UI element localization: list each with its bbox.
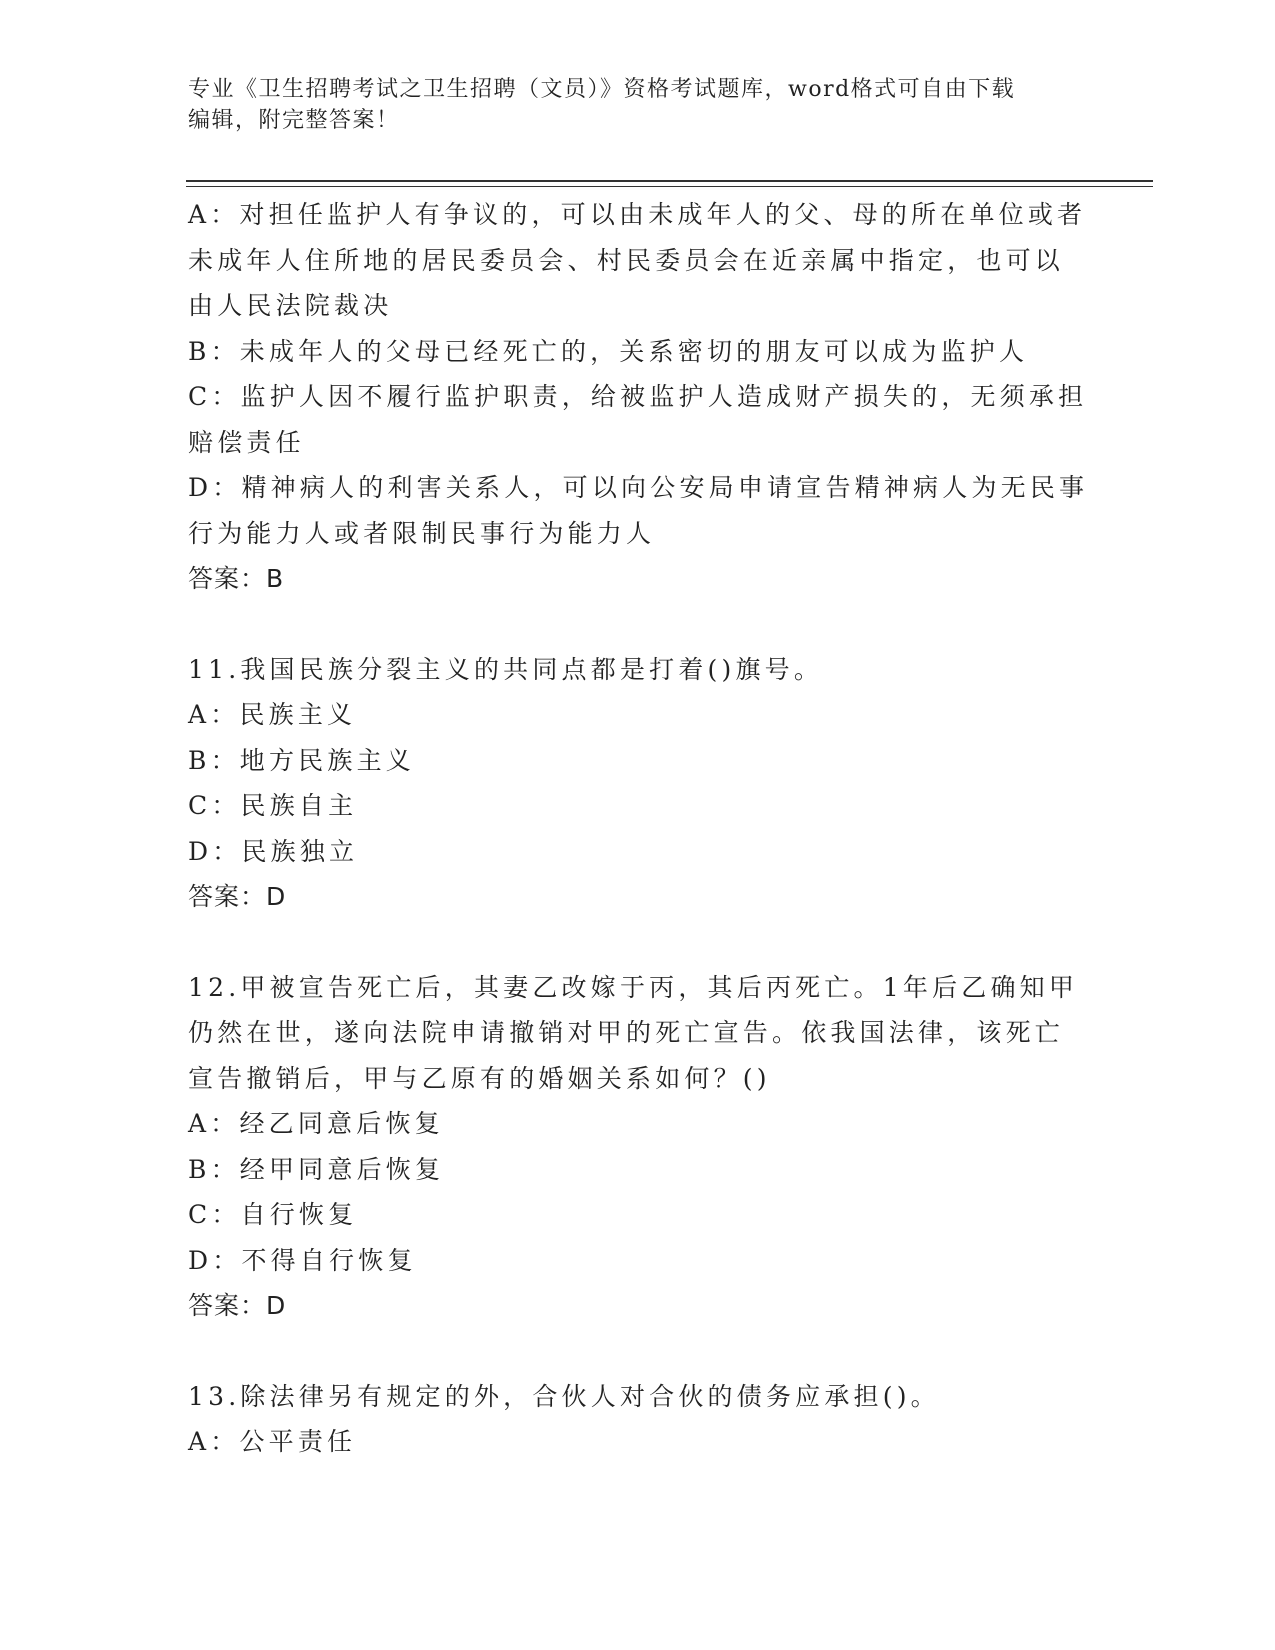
q12-option-a: A：经乙同意后恢复 [188,1109,444,1138]
document-body [188,192,1088,1465]
header-line-1: 专业《卫生招聘考试之卫生招聘（文员）》资格考试题库，word格式可自由下载 [188,77,1016,102]
header-divider-thick [186,180,1153,182]
q10-answer: 答案：B [188,564,285,593]
q11-question: 11.我国民族分裂主义的共同点都是打着()旗号。 [188,654,824,684]
spacer [188,602,1088,647]
q10-option-b: B：未成年人的父母已经死亡的，关系密切的朋友可以成为监护人 [188,336,1029,366]
q12-question-line-1: 12.甲被宣告死亡后，其妻乙改嫁于丙，其后丙死亡。1年后乙确知甲 [188,972,1079,1002]
q11-option-d: D：民族独立 [188,836,359,866]
q11-option-c: C：民族自主 [188,791,358,820]
q13-question: 13.除法律另有规定的外，合伙人对合伙的债务应承担()。 [188,1381,940,1411]
q11-option-a: A：民族主义 [188,700,357,729]
q12-option-c: C：自行恢复 [188,1200,358,1229]
q10-option-c-line-2: 赔偿责任 [188,427,305,457]
question-10-block [188,192,1088,602]
q10-option-a-line-2: 未成年人住所地的居民委员会、村民委员会在近亲属中指定，也可以 [188,245,1065,275]
document-header [188,74,1068,136]
q10-option-c-line-1: C：监护人因不履行监护职责，给被监护人造成财产损失的，无须承担 [188,382,1088,411]
q12-option-d: D：不得自行恢复 [188,1245,417,1275]
q10-option-d-line-2: 行为能力人或者限制民事行为能力人 [188,518,656,548]
question-11-block [188,647,1088,920]
q12-question-line-3: 宣告撤销后，甲与乙原有的婚姻关系如何？() [188,1063,771,1093]
question-13-block [188,1374,1088,1465]
header-line-2: 编辑，附完整答案！ [188,108,400,133]
q12-option-b: B：经甲同意后恢复 [188,1154,445,1184]
spacer [188,920,1088,965]
spacer [188,1329,1088,1374]
q10-option-a-line-1: A：对担任监护人有争议的，可以由未成年人的父、母的所在单位或者 [188,200,1087,229]
header-divider-thin [186,186,1153,187]
q11-option-b: B：地方民族主义 [188,745,415,775]
q12-question-line-2: 仍然在世，遂向法院申请撤销对甲的死亡宣告。依我国法律，该死亡 [188,1018,1065,1047]
q10-option-d-line-1: D：精神病人的利害关系人，可以向公安局申请宣告精神病人为无民事 [188,473,1089,502]
q12-answer: 答案：D [188,1291,287,1320]
q13-option-a: A：公平责任 [188,1427,357,1456]
q11-answer: 答案：D [188,882,287,911]
question-12-block [188,965,1088,1329]
q10-option-a-line-3: 由人民法院裁决 [188,291,393,320]
